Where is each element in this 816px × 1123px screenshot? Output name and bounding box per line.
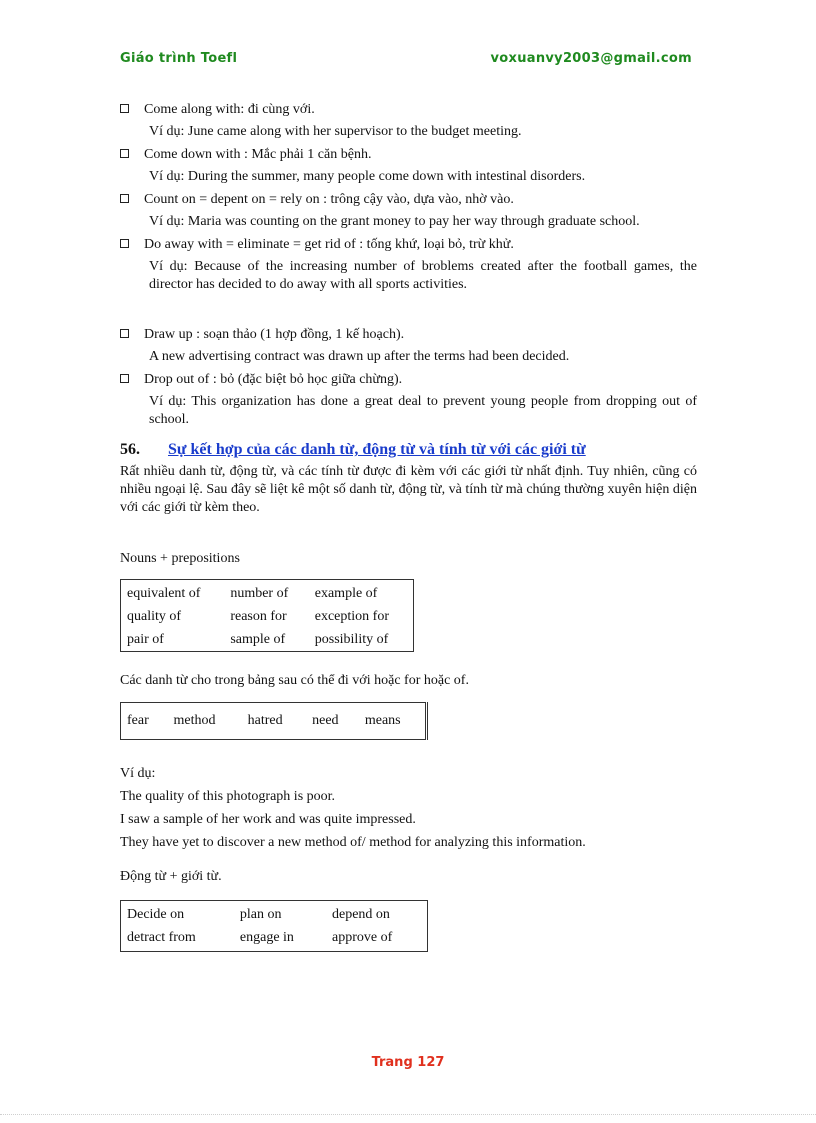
list-item xyxy=(120,326,697,366)
table-cell: fear xyxy=(127,713,149,728)
checkbox-bullet-icon xyxy=(120,329,129,338)
item-example: Ví dụ: June came along with her supervisor to the budget meeting. xyxy=(149,124,522,139)
table-cell: method xyxy=(173,713,216,728)
table-cell: sample of xyxy=(230,632,286,647)
table-row xyxy=(121,605,414,628)
table-cell: engage in xyxy=(239,930,294,945)
example-line: The quality of this photograph is poor. xyxy=(120,789,336,804)
item-example: Ví dụ: During the summer, many people come down with intestinal disorders. xyxy=(149,169,586,184)
list-item xyxy=(120,191,697,231)
table-cell: means xyxy=(364,713,401,728)
checkbox-bullet-icon xyxy=(120,104,129,113)
checkbox-bullet-icon xyxy=(120,149,129,158)
table-cell: number of xyxy=(230,586,289,601)
section-intro: Rất nhiều danh từ, động từ, và các tính từ được đi kèm với các giới từ nhất định. Tuy nhiên, cũng có nhiều ngoại lệ. Sau đây sẽ liệt kê một số danh từ, động từ, và tính từ mà chúng thường xuyên hiện diện với các giới từ kèm theo. xyxy=(120,464,697,515)
item-example: Ví dụ: Because of the increasing number of broblems created after the football games, the director has decided to do away with all sports activities. xyxy=(149,259,697,292)
for-or-of-table xyxy=(120,702,428,740)
table-cell: need xyxy=(312,713,339,728)
table-cell: exception for xyxy=(314,609,389,624)
table-cell: pair of xyxy=(127,632,164,647)
table-cell: quality of xyxy=(127,609,182,624)
item-term: Do away with = eliminate = get rid of : tống khứ, loại bỏ, trừ khử. xyxy=(144,237,514,252)
table-cell: possibility of xyxy=(314,632,389,647)
section-title-link[interactable]: Sự kết hợp của các danh từ, động từ và tính từ với các giới từ xyxy=(168,441,586,458)
table-cell: plan on xyxy=(239,907,282,922)
item-example: Ví dụ: Maria was counting on the grant money to pay her way through graduate school. xyxy=(149,214,640,229)
header-title: Giáo trình Toefl xyxy=(120,51,238,66)
section-heading xyxy=(120,441,697,459)
table-cell: approve of xyxy=(331,930,393,945)
table-row xyxy=(121,580,414,606)
header-email: voxuanvy2003@gmail.com xyxy=(490,51,692,66)
nouns-label: Nouns + prepositions xyxy=(120,551,240,566)
example-line: They have yet to discover a new method of/ method for analyzing this information. xyxy=(120,835,586,850)
item-term: Drop out of : bỏ (đặc biệt bỏ học giữa chừng). xyxy=(144,372,403,387)
table-cell: reason for xyxy=(230,609,287,624)
table-row xyxy=(121,901,428,927)
item-example: Ví dụ: This organization has done a great deal to prevent young people from dropping out of school. xyxy=(149,394,697,427)
example-line: I saw a sample of her work and was quite impressed. xyxy=(120,812,416,827)
table-cell: example of xyxy=(314,586,378,601)
page-content xyxy=(120,101,697,952)
item-term: Count on = depent on = rely on : trông cậy vào, dựa vào, nhờ vào. xyxy=(144,192,514,207)
verbs-table xyxy=(120,900,428,952)
page-number: Trang 127 xyxy=(371,1055,445,1070)
item-example: A new advertising contract was drawn up after the terms had been decided. xyxy=(149,349,570,364)
item-term: Come down with : Mắc phải 1 căn bệnh. xyxy=(144,147,372,162)
item-term: Draw up : soạn thảo (1 hợp đồng, 1 kế hoạch). xyxy=(144,327,405,342)
table-cell: hatred xyxy=(247,713,283,728)
for-or-of-label: Các danh từ cho trong bảng sau có thể đi với hoặc for hoặc of. xyxy=(120,673,469,688)
list-item xyxy=(120,146,697,186)
nouns-table xyxy=(120,579,414,652)
checkbox-bullet-icon xyxy=(120,374,129,383)
table-cell: depend on xyxy=(331,907,390,922)
examples-label: Ví dụ: xyxy=(120,766,156,781)
list-item xyxy=(120,236,697,294)
table-cell: detract from xyxy=(127,930,196,945)
checkbox-bullet-icon xyxy=(120,239,129,248)
table-cell: equivalent of xyxy=(127,586,201,601)
table-row xyxy=(121,926,428,952)
table-row xyxy=(121,628,414,652)
verbs-label: Động từ + giới từ. xyxy=(120,869,222,884)
list-item xyxy=(120,101,697,141)
table-cell: Decide on xyxy=(127,907,185,922)
checkbox-bullet-icon xyxy=(120,194,129,203)
table-row xyxy=(121,703,427,740)
item-term: Come along with: đi cùng với. xyxy=(144,102,315,117)
page-edge-divider xyxy=(0,1114,816,1115)
section-number: 56. xyxy=(120,441,140,458)
list-item xyxy=(120,371,697,429)
